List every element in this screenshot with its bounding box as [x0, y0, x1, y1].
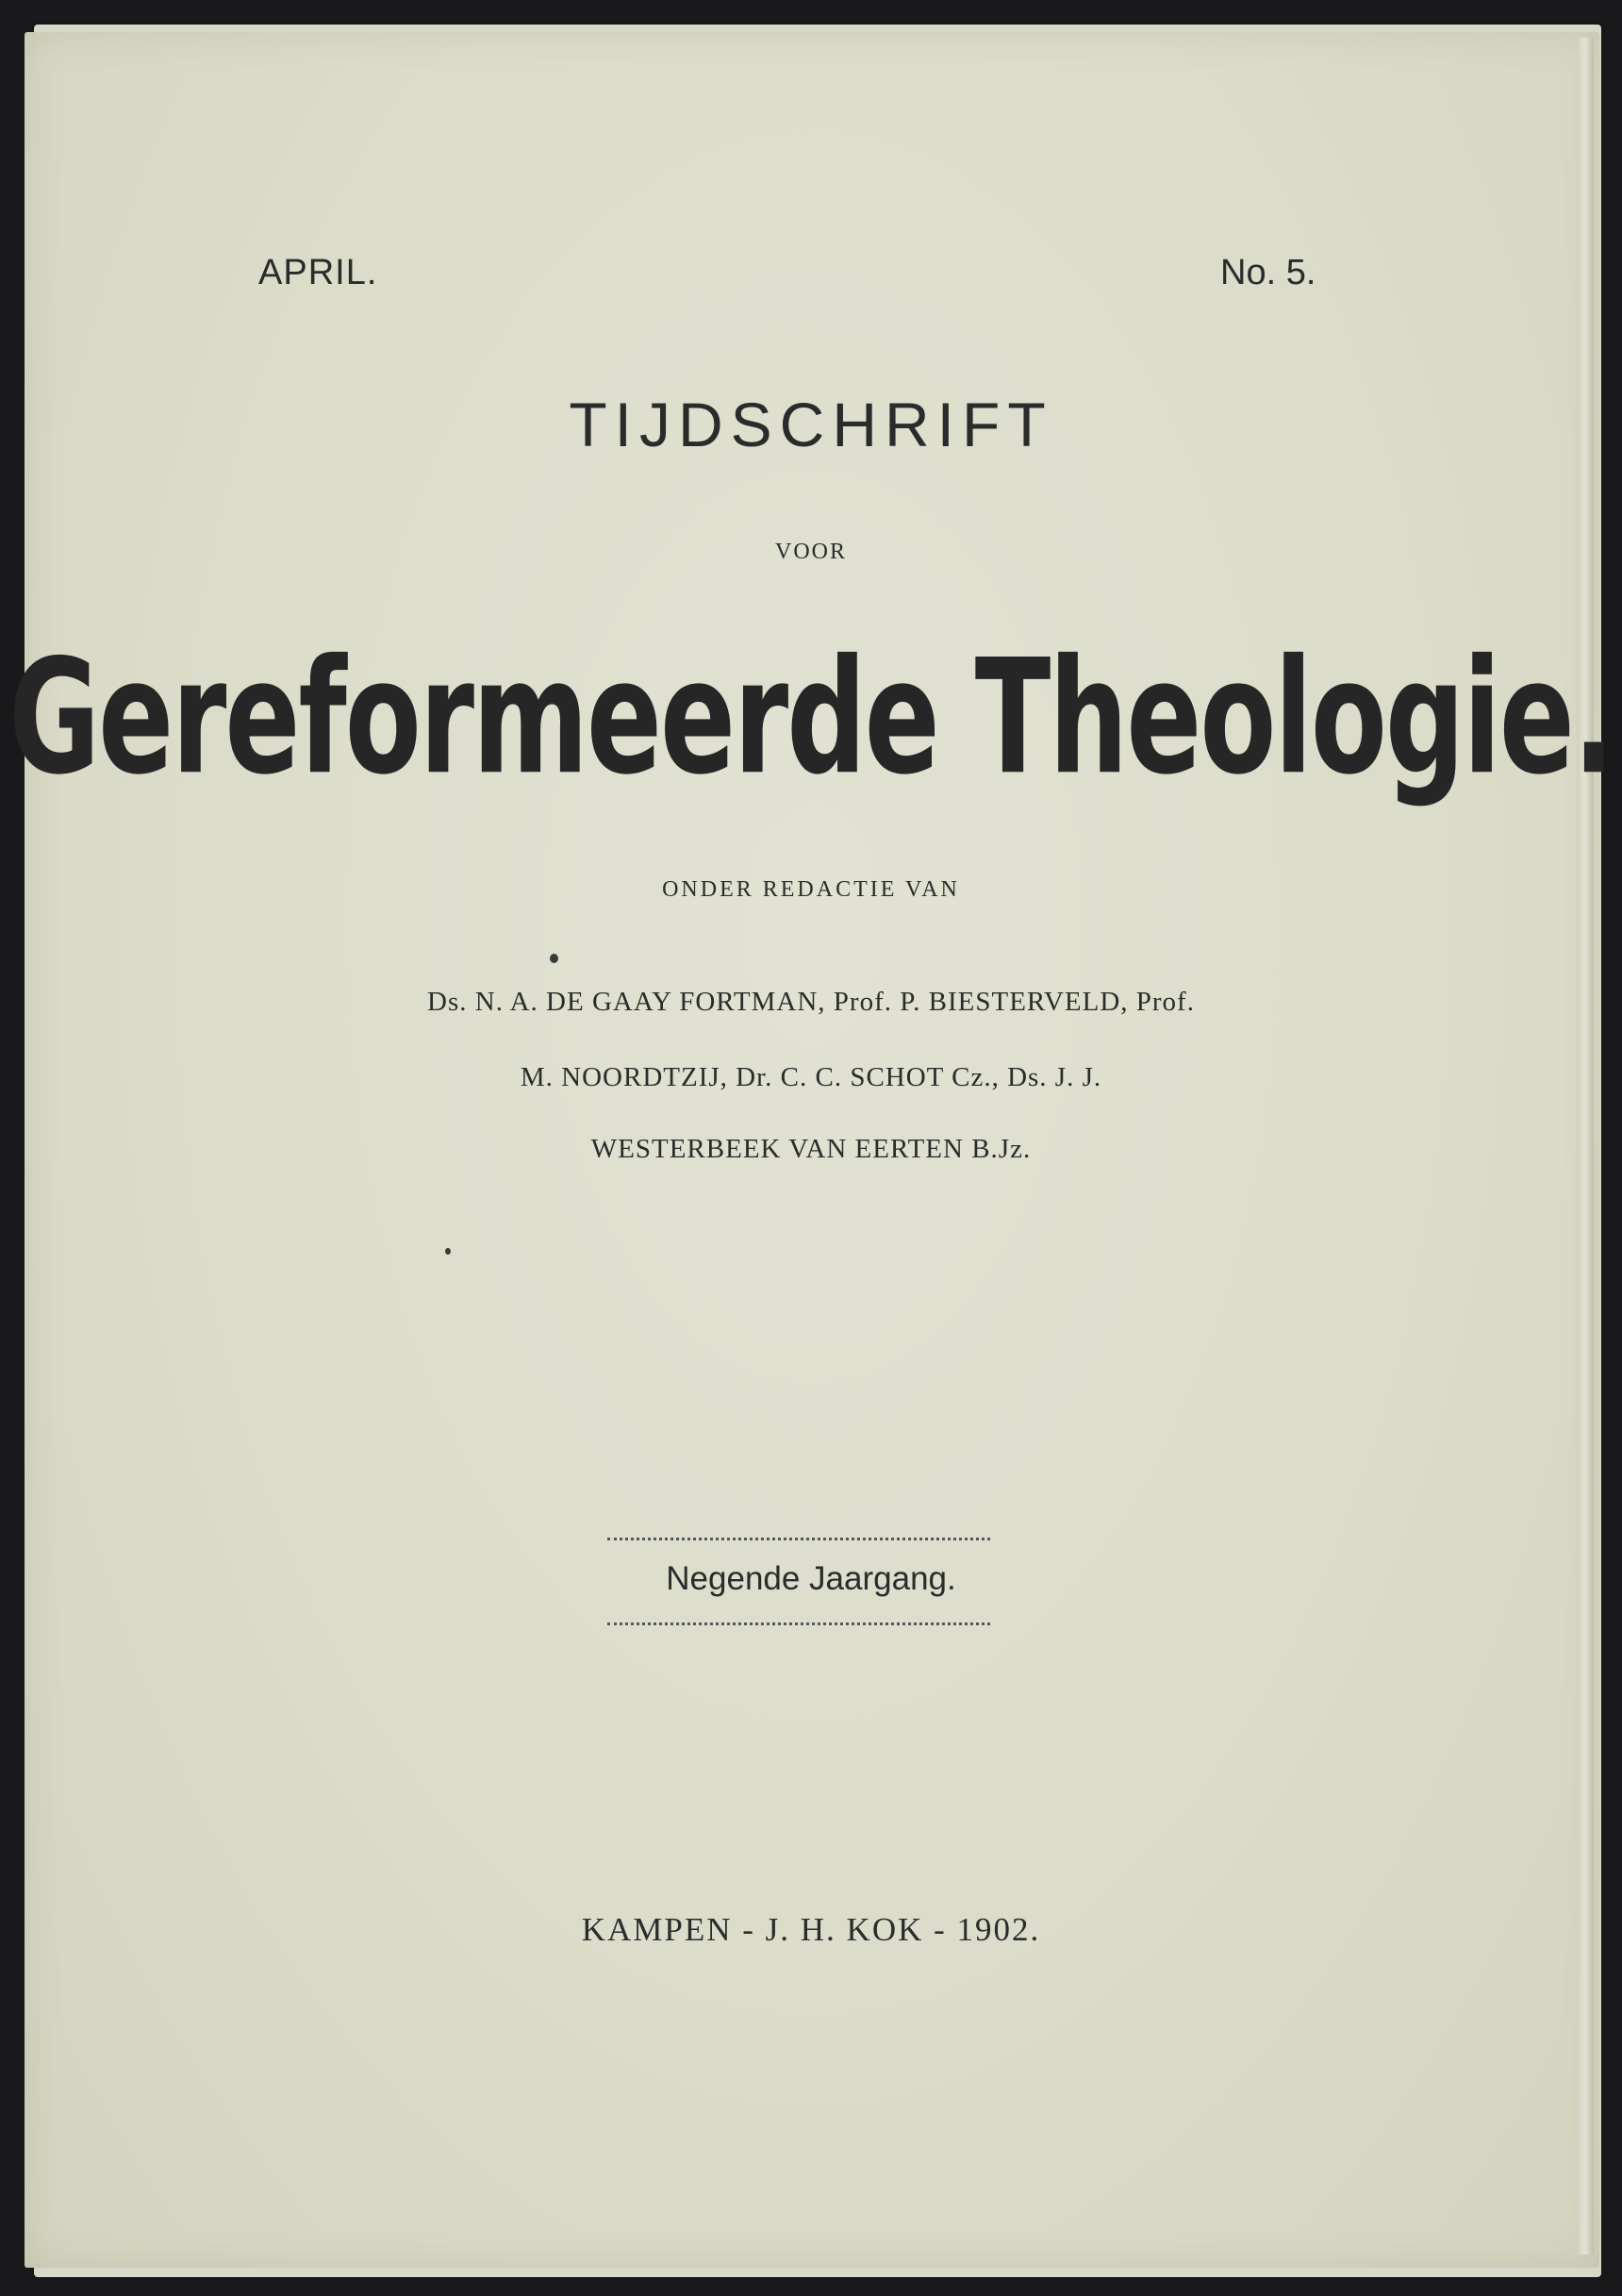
- dotted-rule-bottom: [607, 1622, 990, 1625]
- editors-line-3: WESTERBEEK VAN EERTEN B.Jz.: [590, 1134, 1032, 1164]
- editors-line-1: Ds. N. A. DE GAAY FORTMAN, Prof. P. BIESTERVELD, Prof.: [427, 987, 1195, 1017]
- editorship-label: ONDER REDACTIE VAN: [662, 877, 960, 902]
- publisher-imprint: KAMPEN - J. H. KOK - 1902.: [581, 1911, 1041, 1948]
- journal-title: Gereformeerde Theologie.: [8, 624, 1614, 809]
- dotted-rule-top: [607, 1538, 990, 1540]
- preposition-line: VOOR: [774, 540, 847, 564]
- volume-label: Negende Jaargang.: [666, 1560, 956, 1597]
- journal-heading: TIJDSCHRIFT: [569, 390, 1053, 459]
- ink-speck: [445, 1248, 451, 1255]
- issue-number: No. 5.: [1220, 253, 1316, 292]
- ink-speck: [550, 954, 558, 963]
- editors-line-2: M. NOORDTZIJ, Dr. C. C. SCHOT Cz., Ds. J. J.: [520, 1062, 1102, 1092]
- issue-month: APRIL.: [258, 253, 378, 292]
